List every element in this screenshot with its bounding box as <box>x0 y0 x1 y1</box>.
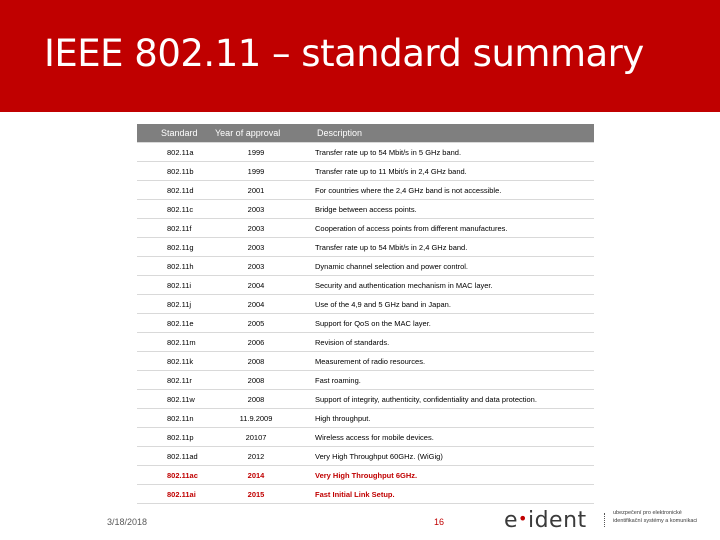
cell-year: 2015 <box>209 485 303 504</box>
cell-description: Support of integrity, authenticity, confidentiality and data protection. <box>303 390 594 409</box>
eident-logo <box>504 508 587 533</box>
logo-text-e: e <box>504 508 519 533</box>
cell-description: Fast Initial Link Setup. <box>303 485 594 504</box>
cell-standard: 802.11r <box>137 371 209 390</box>
logo-dot: • <box>518 509 528 528</box>
title-bar <box>0 0 720 112</box>
cell-description: Measurement of radio resources. <box>303 352 594 371</box>
header-description: Description <box>303 124 594 143</box>
cell-standard: 802.11w <box>137 390 209 409</box>
cell-year: 2008 <box>209 371 303 390</box>
cell-description: Transfer rate up to 11 Mbit/s in 2,4 GHz band. <box>303 162 594 181</box>
cell-standard: 802.11k <box>137 352 209 371</box>
cell-year: 2005 <box>209 314 303 333</box>
cell-standard: 802.11m <box>137 333 209 352</box>
cell-description: Security and authentication mechanism in MAC layer. <box>303 276 594 295</box>
cell-year: 1999 <box>209 143 303 162</box>
tagline-line-1: ubezpečení pro elektronické <box>613 510 682 516</box>
table-row <box>137 352 594 371</box>
cell-year: 2003 <box>209 257 303 276</box>
cell-description: Support for QoS on the MAC layer. <box>303 314 594 333</box>
table-row <box>137 466 594 485</box>
cell-standard: 802.11n <box>137 409 209 428</box>
table-row <box>137 428 594 447</box>
cell-description: Fast roaming. <box>303 371 594 390</box>
cell-year: 2012 <box>209 447 303 466</box>
logo-tagline <box>613 509 697 525</box>
standards-table <box>137 124 594 504</box>
table-row <box>137 390 594 409</box>
cell-standard: 802.11i <box>137 276 209 295</box>
cell-year: 20107 <box>209 428 303 447</box>
cell-standard: 802.11b <box>137 162 209 181</box>
cell-description: Very High Throughput 6GHz. <box>303 466 594 485</box>
table-body <box>137 143 594 504</box>
header-standard: Standard <box>137 124 209 143</box>
table-row <box>137 219 594 238</box>
table-row <box>137 276 594 295</box>
logo-text-ident: ident <box>527 508 587 533</box>
cell-year: 2008 <box>209 352 303 371</box>
cell-standard: 802.11h <box>137 257 209 276</box>
cell-standard: 802.11ad <box>137 447 209 466</box>
table-row <box>137 143 594 162</box>
table-row <box>137 333 594 352</box>
cell-standard: 802.11j <box>137 295 209 314</box>
page-number: 16 <box>434 517 445 527</box>
cell-description: Dynamic channel selection and power control. <box>303 257 594 276</box>
table-row <box>137 447 594 466</box>
cell-description: For countries where the 2,4 GHz band is not accessible. <box>303 181 594 200</box>
cell-year: 2008 <box>209 390 303 409</box>
cell-description: Very High Throughput 60GHz. (WiGig) <box>303 447 594 466</box>
slide-title: IEEE 802.11 – standard summary <box>44 32 644 75</box>
cell-description: Wireless access for mobile devices. <box>303 428 594 447</box>
header-year: Year of approval <box>209 124 303 143</box>
cell-year: 2004 <box>209 276 303 295</box>
cell-year: 1999 <box>209 162 303 181</box>
table-row <box>137 371 594 390</box>
table-row <box>137 238 594 257</box>
table-header-row <box>137 124 594 143</box>
cell-description: Cooperation of access points from different manufactures. <box>303 219 594 238</box>
cell-description: Transfer rate up to 54 Mbit/s in 2,4 GHz band. <box>303 238 594 257</box>
table-row <box>137 200 594 219</box>
cell-standard: 802.11ac <box>137 466 209 485</box>
cell-standard: 802.11f <box>137 219 209 238</box>
cell-description: High throughput. <box>303 409 594 428</box>
cell-year: 2003 <box>209 219 303 238</box>
table-row <box>137 257 594 276</box>
cell-year: 2006 <box>209 333 303 352</box>
cell-description: Bridge between access points. <box>303 200 594 219</box>
cell-standard: 802.11p <box>137 428 209 447</box>
cell-standard: 802.11d <box>137 181 209 200</box>
slide-date: 3/18/2018 <box>107 517 148 527</box>
table-row <box>137 181 594 200</box>
cell-standard: 802.11g <box>137 238 209 257</box>
table-row <box>137 162 594 181</box>
cell-year: 2003 <box>209 238 303 257</box>
cell-year: 2003 <box>209 200 303 219</box>
logo-divider <box>604 513 607 527</box>
cell-standard: 802.11c <box>137 200 209 219</box>
table-row <box>137 409 594 428</box>
tagline-line-2: identifikační systémy a komunikaci <box>613 518 698 524</box>
cell-year: 2001 <box>209 181 303 200</box>
cell-description: Transfer rate up to 54 Mbit/s in 5 GHz band. <box>303 143 594 162</box>
cell-year: 11.9.2009 <box>209 409 303 428</box>
cell-year: 2014 <box>209 466 303 485</box>
cell-description: Revision of standards. <box>303 333 594 352</box>
cell-standard: 802.11a <box>137 143 209 162</box>
cell-standard: 802.11ai <box>137 485 209 504</box>
cell-year: 2004 <box>209 295 303 314</box>
table-row <box>137 314 594 333</box>
table-row <box>137 485 594 504</box>
cell-description: Use of the 4,9 and 5 GHz band in Japan. <box>303 295 594 314</box>
table-row <box>137 295 594 314</box>
cell-standard: 802.11e <box>137 314 209 333</box>
